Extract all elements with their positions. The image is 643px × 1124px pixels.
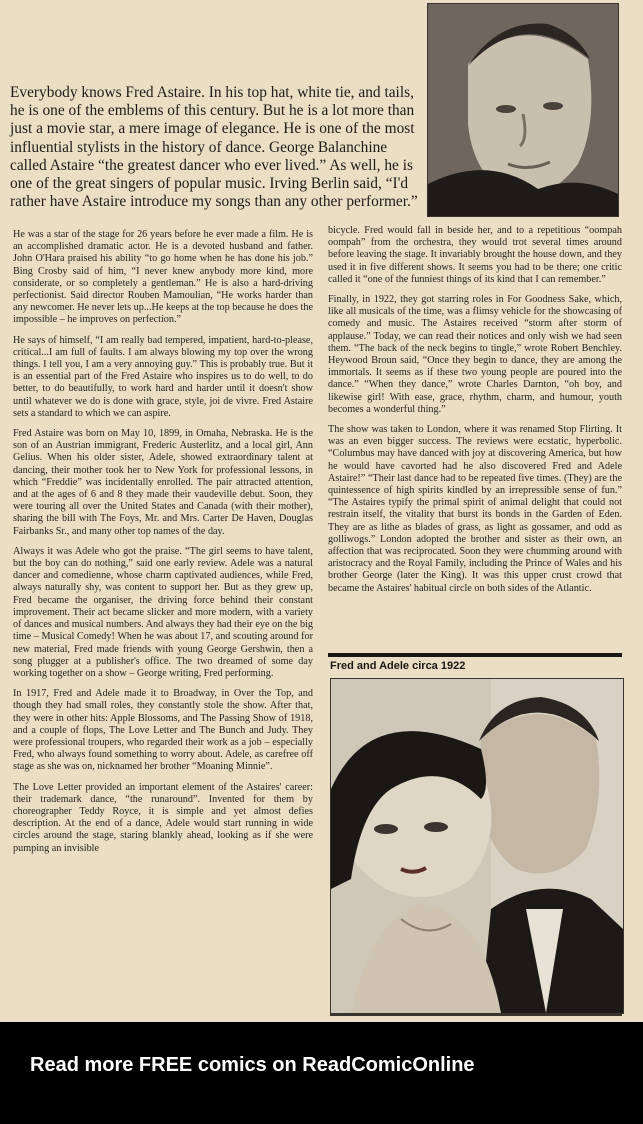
article-paragraph: Fred Astaire was born on May 10, 1899, in Omaha, Nebraska. He is the son of an Austrian immigrant, Frederic Austerlitz, and a local girl, Ann Gelius. When his older sister, Adele, showed extraordinary talent at dancing, their mother took her to New York for professional lessons, in which “Freddie” was incidentally enrolled. The pair attracted attention, and at the ages of 6 and 8 they made their vaudeville debut. Soon, they were touring all over the United States and Canada (with their mother), sharing the bill with The Foys, Mr. and Mrs. Carter De Haven, Douglas Fairbanks Sr., and many other top names of the day.: [13, 428, 313, 537]
article-paragraph: Finally, in 1922, they got starring roles in For Goodness Sake, which, like all musicals of the time, was a flimsy vehicle for the showcasing of comedy and music. The Astaires received “storm after storm of applause.” Today, we can read their notices and only wish we had seen them. “The back of the neck begins to tingle,” wrote Robert Benchley. Heywood Broun said, “Once they begin to dance, they are among the immortals. It seems as if these two young people are poured into the dance.” “When they dance,” wrote Charles Darnton, “oh boy, and likewise girl! With ease, grace, rhythm, charm, and humour, youth becomes a wonderful thing.”: [328, 294, 622, 415]
article-paragraph: In 1917, Fred and Adele made it to Broadway, in Over the Top, and though they had small roles, they constantly stole the show. After that, they were in other hits: Apple Blossoms, and The Passing Show of 1918, and a couple of flops, The Love Letter and The Bunch and Judy. They were professional troupers, who regarded their work as a job – especially Fred, who always found something to worry about. Adele, as carefree off stage as she was on, nicknamed her brother “Moaning Minnie”.: [13, 688, 313, 773]
photo-bottom-rule: [330, 1014, 622, 1016]
read-more-banner[interactable]: Read more FREE comics on ReadComicOnline: [30, 1054, 475, 1076]
photo-caption: Fred and Adele circa 1922: [330, 660, 466, 672]
article-column-left: [13, 229, 313, 863]
article-paragraph: bicycle. Fred would fall in beside her, and to a repetitious “oompah oompah” from the orchestra, they would trot several times around before leaving the stage. It invariably brought the house down, and they used it in five different shows. It seems you had to be there; one critic called it “one of the funniest things of its kind that I can remember.”: [328, 225, 622, 285]
fred-and-adele-photo: [330, 678, 624, 1014]
article-paragraph: He says of himself, “I am really bad tempered, impatient, hard-to-please, critical...I am full of faults. I am always blowing my top over the wrong things. I tell you, I am a very annoying guy.” This is probably true. But it is an essential part of the Fred Astaire who inspires us to do well, to do better, to do beautifully, to work hard and harder until it doesn't show until whatever we do is done with grace, style, joi de vivre. Fred Astaire sets a standard to which we can aspire.: [13, 334, 313, 419]
couple-illustration: [331, 679, 623, 1013]
intro-paragraph: Everybody knows Fred Astaire. In his top hat, white tie, and tails, he is one of the emblems of this century. But he is a lot more than just a movie star, a mere image of elegance. He is one of the most influential stylists in the history of dance. George Balanchine called Astaire “the greatest dancer who ever lived.” As well, he is one of the great singers of popular music. Irving Berlin said, “I'd rather have Astaire introduce my songs than any other performer.”: [10, 84, 418, 211]
article-paragraph: Always it was Adele who got the praise. “The girl seems to have talent, but the boy can do nothing,” said one early review. Adele was a natural dancer and comedienne, whose charm captivated audiences, while Fred, always naturally shy, was content to support her. But as they grew up, Fred became the organiser, the driving force behind their constant improvement. Their act became slicker and more modern, with a variety of dances and musical numbers. And always they had their eye on the big time – Musical Comedy! When he was about 17, and scouting around for new material, Fred made friends with young George Gershwin, then a song plugger at a publisher's office. The two dreamed of some day working together on a show – George writing, Fred performing.: [13, 545, 313, 679]
fred-astaire-portrait-photo: [427, 3, 619, 217]
article-paragraph: The show was taken to London, where it was renamed Stop Flirting. It was an even bigger success. The reviews were ecstatic, hyperbolic. “Columbus may have danced with joy at discovering America, but how he would have cavorted had he also discovered Fred and Adele Astaire!” “Their last dance had to be repeated five times. (They) are the quintessence of high spirits kindled by an irrepressible sense of fun.” “The Astaires typify the primal spirit of animal delight that could not restrain itself, the vitality that burst its bonds in the Garden of Eden. They are as lithe as blades of grass, as light as gossamer, and odd as golliwogs.” London adopted the brother and sister as their own, an affection that was reciprocated. Soon they were chumming around with aristocracy and the Royal Family, including the Prince of Wales and his brother George (later the King). It was this upper crust crowd that became the Astaires' habitual circle on both sides of the Atlantic.: [328, 424, 622, 594]
article-paragraph: The Love Letter provided an important element of the Astaires' career: their trademark dance, “the runaround”. Invented for them by choreographer Teddy Royce, it is simple and yet almost defies description. At the end of a dance, Adele would start running in wide circles around the stage, staring blankly ahead, looking as if she were pumping an invisible: [13, 781, 313, 854]
article-paragraph: He was a star of the stage for 26 years before he ever made a film. He is an accomplished dramatic actor. He is a devoted husband and father. John O'Hara praised his ability “to go home when he has done his job.” Bing Crosby said of him, “I never knew anybody more kind, more considerate, or so completely a gentleman.” He is also a hard-driving perfectionist. Said director Rouben Mamoulian, “He works harder than any newcomer. He never lets up...He keeps at the top because he does the impossible – he improves on perfection.”: [13, 229, 313, 326]
portrait-illustration: [428, 4, 618, 216]
article-column-right: [328, 225, 622, 603]
caption-divider: [328, 653, 622, 657]
